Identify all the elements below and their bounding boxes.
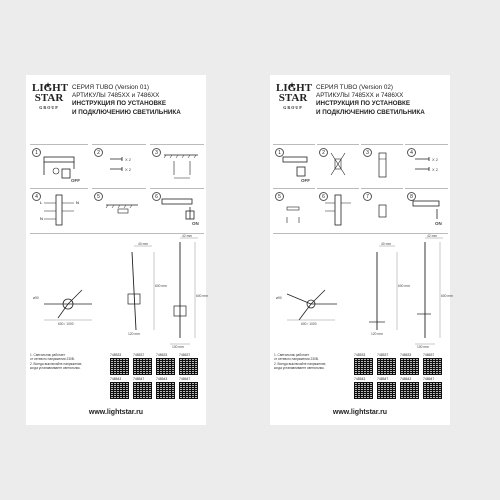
- note-line: от сетевого напряжения 230В.: [30, 357, 75, 362]
- article-code: 748633: [156, 353, 168, 357]
- screws-illustration: [405, 145, 448, 187]
- logo-line2: STAR: [278, 92, 308, 104]
- qr-code: [133, 382, 152, 399]
- step-1-panel: [30, 144, 88, 186]
- logo-line1: LIGHT: [32, 82, 69, 94]
- qr-code: [354, 358, 373, 375]
- step-6-panel: [317, 188, 359, 230]
- base-dimension-2: 100 mm: [172, 345, 184, 349]
- note-line: от сетевого напряжения 230В.: [274, 357, 319, 362]
- width-dimension: 600 / 1000: [58, 322, 74, 326]
- step-number: 3: [152, 148, 161, 157]
- note-line: 1. Светильник работает: [30, 353, 66, 357]
- article-code: 748543: [110, 377, 122, 381]
- website-link[interactable]: www.lightstar.ru: [332, 409, 388, 416]
- step-4-panel: [30, 188, 88, 230]
- note-line: когда устанавливаете светильник.: [30, 365, 81, 370]
- step-1-panel: [273, 144, 315, 186]
- quantity-label: X 2: [125, 157, 132, 162]
- dimension-drawing: [30, 233, 208, 349]
- qr-code: [156, 382, 175, 399]
- step-number: 7: [363, 192, 372, 201]
- step-5-panel: [273, 188, 315, 230]
- article-code: 748633: [400, 353, 412, 357]
- instruction-sheet-left: [26, 75, 206, 425]
- step-4-panel: [405, 144, 448, 186]
- step-number: 4: [407, 148, 416, 157]
- article-code: 748643: [156, 377, 168, 381]
- articles-title: АРТИКУЛЫ 7485XX и 7486XX: [72, 92, 160, 100]
- diameter-dimension: ø90: [33, 296, 39, 300]
- article-code: 748643: [400, 377, 412, 381]
- note-line: 2. Всегда выключайте напряжение,: [274, 361, 327, 366]
- safety-notes: [274, 353, 346, 370]
- step-number: 2: [319, 148, 328, 157]
- base-dimension-2: 100 mm: [417, 345, 429, 349]
- lightstar-logo: [276, 82, 313, 123]
- step-8-panel: [405, 188, 448, 230]
- wiring-illustration: [317, 189, 359, 231]
- qr-code: [400, 358, 419, 375]
- svg-text:L: L: [40, 200, 43, 205]
- article-code: 748637: [423, 353, 435, 357]
- qr-code: [423, 358, 442, 375]
- articles-title: АРТИКУЛЫ 7485XX и 7486XX: [316, 92, 404, 100]
- diameter-dimension: ø90: [276, 296, 282, 300]
- step-number: 6: [319, 192, 328, 201]
- instruction-heading-2: И ПОДКЛЮЧЕНИЮ СВЕТИЛЬНИКА: [316, 108, 425, 116]
- base-dimension: 120 mm: [128, 332, 140, 336]
- qr-code: [400, 382, 419, 399]
- qr-code: [377, 382, 396, 399]
- depth-dimension-2: 42 mm: [182, 234, 193, 238]
- step-number: 6: [152, 192, 161, 201]
- qr-code: [179, 358, 198, 375]
- qr-code: [354, 382, 373, 399]
- qr-code: [156, 358, 175, 375]
- article-code: 748547: [133, 377, 145, 381]
- step-number: 3: [363, 148, 372, 157]
- qr-code: [110, 358, 129, 375]
- mount-bracket-illustration: [92, 189, 146, 231]
- product-dimensions-diagram: [273, 234, 448, 350]
- product-dimensions-diagram: [30, 234, 204, 350]
- step-number: 1: [32, 148, 41, 157]
- step-2-panel: [92, 144, 146, 186]
- off-label: OFF: [301, 178, 310, 183]
- depth-dimension-2: 42 mm: [427, 234, 438, 238]
- quantity-label: X 2: [432, 157, 439, 162]
- article-code: 748637: [179, 353, 191, 357]
- step-number: 5: [275, 192, 284, 201]
- instruction-sheet-right: [270, 75, 453, 425]
- article-code: 748647: [179, 377, 191, 381]
- article-code: 748543: [354, 377, 366, 381]
- step-3-panel: [150, 144, 204, 186]
- qr-code: [179, 382, 198, 399]
- step-2-panel: [317, 144, 359, 186]
- series-title: СЕРИЯ TUBO (Version 02): [316, 84, 393, 91]
- step-number: 1: [275, 148, 284, 157]
- note-line: 2. Всегда выключайте напряжение,: [30, 361, 83, 366]
- on-label: ON: [192, 221, 199, 226]
- logo-line3: GROUP: [283, 105, 303, 110]
- sheet-header: [72, 84, 181, 117]
- off-label: OFF: [71, 178, 80, 183]
- height-dimension-2: 600 mm: [441, 294, 453, 298]
- qr-code: [377, 358, 396, 375]
- on-label: ON: [435, 221, 442, 226]
- logo-line1: LIGHT: [276, 82, 313, 94]
- step-number: 5: [94, 192, 103, 201]
- qr-code: [423, 382, 442, 399]
- height-dimension-2: 600 mm: [196, 294, 208, 298]
- article-code: 748533: [354, 353, 366, 357]
- logo-line2: STAR: [34, 92, 64, 104]
- series-title: СЕРИЯ TUBO (Version 01): [72, 84, 149, 91]
- socket-illustration: [361, 145, 403, 187]
- instruction-heading-1: ИНСТРУКЦИЯ ПО УСТАНОВКЕ: [316, 100, 411, 108]
- base-dimension: 120 mm: [371, 332, 383, 336]
- step-number: 2: [94, 148, 103, 157]
- qr-code: [110, 382, 129, 399]
- article-code: 748533: [110, 353, 122, 357]
- drilling-illustration: [150, 145, 204, 187]
- note-line: когда устанавливаете светильник.: [274, 365, 325, 370]
- quantity-label: X 2: [125, 167, 132, 172]
- step-5-panel: [92, 188, 146, 230]
- depth-dimension: 40 mm: [138, 242, 149, 246]
- website-link[interactable]: www.lightstar.ru: [88, 409, 144, 416]
- quantity-label: X 2: [432, 167, 439, 172]
- width-dimension: 600 / 1000: [301, 322, 317, 326]
- height-dimension: 600 mm: [398, 284, 410, 288]
- note-line: 1. Светильник работает: [274, 353, 310, 357]
- screws-illustration: [92, 145, 146, 187]
- step-number: 4: [32, 192, 41, 201]
- light-fixture-illustration: [317, 145, 359, 187]
- article-code: 748537: [377, 353, 389, 357]
- instruction-heading-1: ИНСТРУКЦИЯ ПО УСТАНОВКЕ: [72, 100, 167, 108]
- lightstar-logo: [32, 82, 69, 123]
- wiring-illustration: [30, 189, 88, 231]
- depth-dimension: 40 mm: [381, 242, 392, 246]
- step-number: 8: [407, 192, 416, 201]
- svg-text:N: N: [40, 216, 43, 221]
- sheet-header: [316, 84, 425, 117]
- article-code: 748547: [377, 377, 389, 381]
- step-3-panel: [361, 144, 403, 186]
- step-7-panel: [361, 188, 403, 230]
- qr-code: [133, 358, 152, 375]
- drilling-illustration: [273, 189, 315, 231]
- article-code: 748537: [133, 353, 145, 357]
- safety-notes: [30, 353, 102, 370]
- step-6-panel: [150, 188, 204, 230]
- logo-line3: GROUP: [39, 105, 59, 110]
- height-dimension: 600 mm: [155, 284, 167, 288]
- mount-bracket-illustration: [361, 189, 403, 231]
- svg-text:N: N: [76, 200, 79, 205]
- article-code: 748647: [423, 377, 435, 381]
- instruction-heading-2: И ПОДКЛЮЧЕНИЮ СВЕТИЛЬНИКА: [72, 108, 181, 116]
- dimension-drawing: [273, 233, 453, 349]
